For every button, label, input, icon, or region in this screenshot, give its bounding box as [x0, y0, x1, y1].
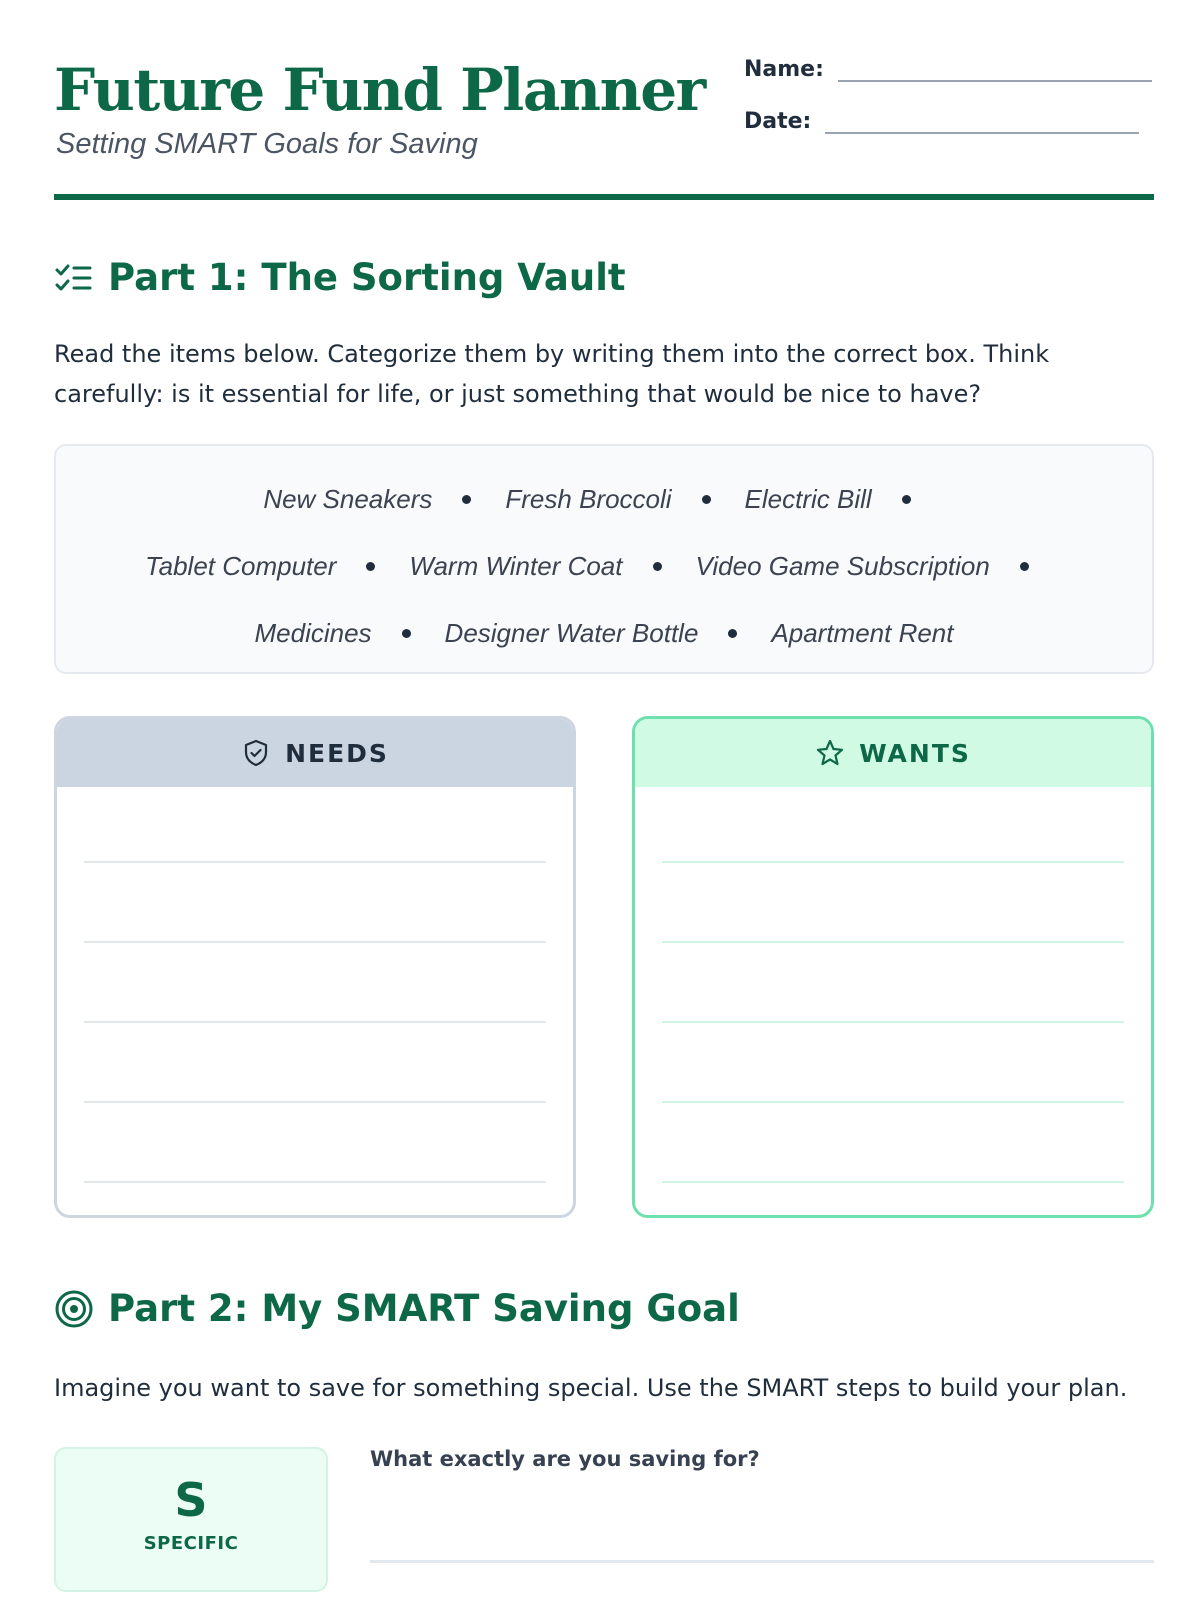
name-input-line[interactable]	[838, 80, 1152, 82]
bullet-separator	[402, 629, 411, 638]
part1-instructions: Read the items below. Categorize them by writing them into the correct box. Think carefully: is it essential for life, or just something that would be nice to have?	[54, 340, 1050, 408]
wants-label: WANTS	[859, 738, 971, 768]
part1-title: Part 1: The Sorting Vault	[108, 256, 626, 299]
list-item: Tablet Computer	[145, 533, 409, 600]
needs-write-line[interactable]	[84, 1021, 546, 1023]
star-icon	[815, 738, 845, 768]
needs-write-line[interactable]	[84, 861, 546, 863]
bullet-separator	[728, 629, 737, 638]
target-icon	[54, 1289, 94, 1329]
list-item: Video Game Subscription	[696, 533, 1063, 600]
needs-box	[54, 716, 576, 1218]
wants-header	[635, 719, 1151, 787]
needs-write-line[interactable]	[84, 1181, 546, 1183]
wants-box	[632, 716, 1154, 1218]
bullet-separator	[366, 562, 375, 571]
list-item: Designer Water Bottle	[445, 600, 772, 667]
wants-write-line[interactable]	[662, 1101, 1124, 1103]
checklist-icon	[54, 258, 94, 298]
bullet-separator	[702, 495, 711, 504]
name-label: Name:	[744, 56, 824, 82]
smart-question: What exactly are you saving for?	[370, 1447, 760, 1471]
wants-write-line[interactable]	[662, 1021, 1124, 1023]
worksheet-header	[54, 56, 1154, 201]
date-label: Date:	[744, 108, 812, 134]
bullet-separator	[462, 495, 471, 504]
wants-write-line[interactable]	[662, 861, 1124, 863]
part2-title: Part 2: My SMART Saving Goal	[108, 1287, 740, 1330]
page-title: Future Fund Planner	[54, 56, 705, 124]
list-item: New Sneakers	[263, 466, 505, 533]
needs-write-line[interactable]	[84, 941, 546, 943]
list-item: Apartment Rent	[771, 618, 954, 648]
part1-heading	[54, 256, 626, 299]
needs-write-line[interactable]	[84, 1101, 546, 1103]
list-item: Fresh Broccoli	[505, 466, 744, 533]
list-item: Warm Winter Coat	[409, 533, 695, 600]
wants-write-line[interactable]	[662, 941, 1124, 943]
part2-instructions: Imagine you want to save for something special. Use the SMART steps to build your plan.	[54, 1374, 1128, 1402]
needs-label: NEEDS	[285, 738, 389, 768]
shield-check-icon	[241, 738, 271, 768]
list-item: Medicines	[254, 600, 444, 667]
bullet-separator	[902, 495, 911, 504]
date-field[interactable]	[744, 108, 1139, 134]
bullet-separator	[653, 562, 662, 571]
smart-step-card	[54, 1447, 328, 1592]
name-field[interactable]	[744, 56, 1152, 82]
wants-write-line[interactable]	[662, 1181, 1124, 1183]
smart-word: SPECIFIC	[143, 1533, 239, 1554]
needs-header	[57, 719, 573, 787]
header-divider	[54, 194, 1154, 200]
page-subtitle: Setting SMART Goals for Saving	[56, 128, 478, 160]
list-item: Electric Bill	[745, 466, 945, 533]
item-bank	[54, 444, 1154, 674]
part2-heading	[54, 1287, 740, 1330]
smart-letter: S	[174, 1473, 208, 1527]
date-input-line[interactable]	[825, 132, 1139, 134]
specific-answer-line[interactable]	[370, 1560, 1154, 1563]
bullet-separator	[1020, 562, 1029, 571]
